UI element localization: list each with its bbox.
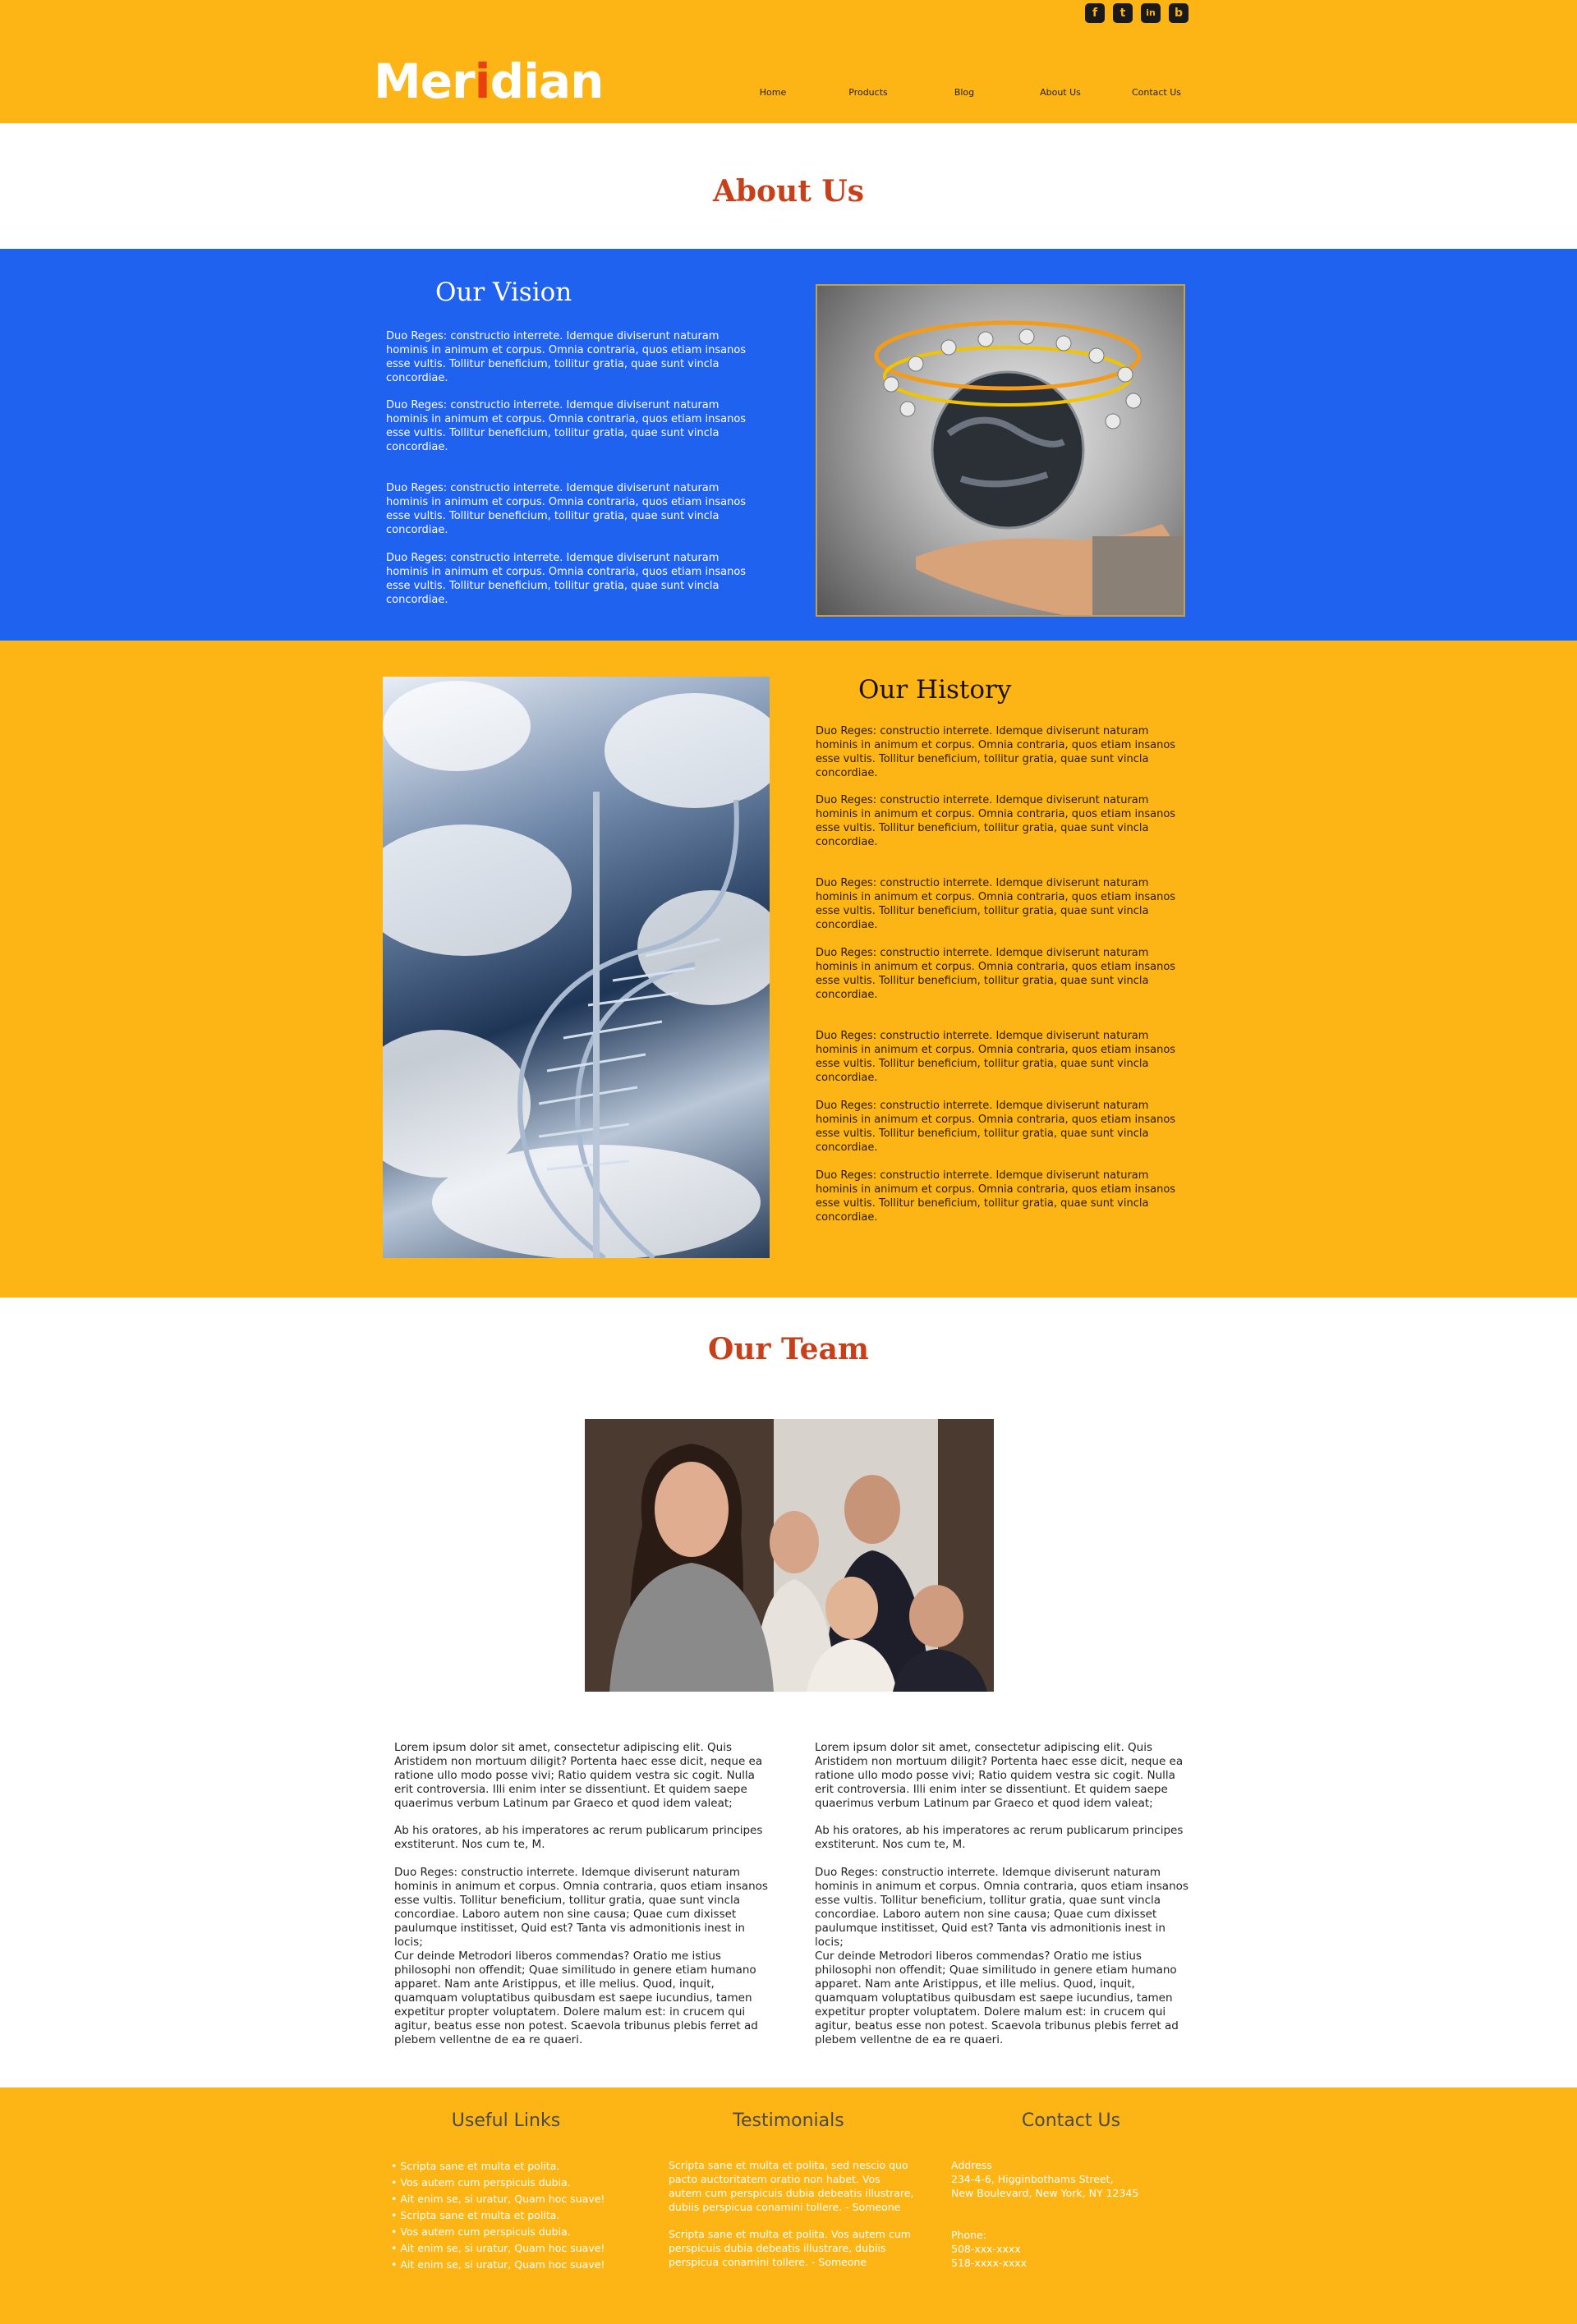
logo-text-end: dian	[490, 53, 604, 109]
history-paragraph: Duo Reges: constructio interrete. Idemque diviserunt naturam hominis in animum et corpus. Omnia contraria, quos etiam insanos esse vultis. Tollitur beneficium, tollitur gratia, quae sunt vincla concordiae.	[816, 947, 1176, 1001]
footer-link[interactable]: • Ait enim se, si uratur, Quam hoc suave!	[391, 2193, 605, 2205]
staircase-illustration	[383, 677, 770, 1258]
team-paragraph: Lorem ipsum dolor sit amet, consectetur adipiscing elit. Quis Aristidem non mortuum diligit? Portenta haec esse dicit, neque ea ratione ullo modo posse vivi; Ratio quidem vestra sic cogit. Nulla erit controversia. Illi enim inter se dissentiunt. Et quidem saepe quaerimus verbum Latinum par Graeco et quod idem valeat;	[394, 1741, 763, 1810]
useful-links-list	[391, 2158, 662, 2273]
testimonials-title: Testimonials	[733, 2110, 844, 2131]
history-paragraph: Duo Reges: constructio interrete. Idemque diviserunt naturam hominis in animum et corpus. Omnia contraria, quos etiam insanos esse vultis. Tollitur beneficium, tollitur gratia, quae sunt vincla concordiae.	[816, 725, 1176, 779]
nav-blog[interactable]: Blog	[954, 87, 975, 98]
footer-link-label: Ait enim se, si uratur, Quam hoc suave!	[400, 2258, 605, 2271]
vision-paragraph: Duo Reges: constructio interrete. Idemque diviserunt naturam hominis in animum et corpus. Omnia contraria, quos etiam insanos esse vultis. Tollitur beneficium, tollitur gratia, quae sunt vincla concordiae.	[386, 482, 747, 536]
footer-link[interactable]: • Vos autem cum perspicuis dubia.	[391, 2225, 571, 2238]
linkedin-icon[interactable]: in	[1141, 3, 1161, 23]
spiral-staircase-image	[383, 677, 770, 1258]
footer-link-label: Ait enim se, si uratur, Quam hoc suave!	[400, 2242, 605, 2254]
vision-paragraph: Duo Reges: constructio interrete. Idemque diviserunt naturam hominis in animum et corpus. Omnia contraria, quos etiam insanos esse vultis. Tollitur beneficium, tollitur gratia, quae sunt vincla concordiae.	[386, 330, 747, 384]
address-label: Address	[951, 2159, 992, 2171]
testimonial-text: Scripta sane et multa et polita, sed nescio quo pacto auctoritatem oratio non habet. Vos autem cum perspicuis dubia debeatis illustrare, dubiis perspicua conamini tollere. - Someone	[669, 2159, 914, 2213]
footer-link[interactable]: • Vos autem cum perspicuis dubia.	[391, 2176, 571, 2189]
address-line: 234-4-6, Higginbothams Street,	[951, 2173, 1114, 2185]
history-paragraph: Duo Reges: constructio interrete. Idemque diviserunt naturam hominis in animum et corpus. Omnia contraria, quos etiam insanos esse vultis. Tollitur beneficium, tollitur gratia, quae sunt vincla concordiae.	[816, 1100, 1176, 1154]
vision-paragraph: Duo Reges: constructio interrete. Idemque diviserunt naturam hominis in animum et corpus. Omnia contraria, quos etiam insanos esse vultis. Tollitur beneficium, tollitur gratia, quae sunt vincla concordiae.	[386, 552, 747, 606]
team-paragraph: Ab his oratores, ab his imperatores ac rerum publicarum principes exstiterunt. Nos cum te, M.	[394, 1824, 763, 1851]
phone-number[interactable]: 508-xxx-xxxx	[951, 2243, 1021, 2255]
nav-home[interactable]: Home	[759, 87, 787, 98]
footer-link-label: Vos autem cum perspicuis dubia.	[400, 2225, 571, 2238]
logo-text-accent: i	[474, 53, 490, 109]
vision-title: Our Vision	[435, 278, 572, 307]
footer-link[interactable]: • Ait enim se, si uratur, Quam hoc suave!	[391, 2258, 605, 2271]
logo-text-start: Mer	[374, 53, 475, 109]
facebook-icon[interactable]: f	[1085, 3, 1105, 23]
nav-products[interactable]: Products	[848, 87, 888, 98]
testimonial-text: Scripta sane et multa et polita. Vos autem cum perspicuis dubia debeatis illustrare, dubiis perspicua conamini tollere. - Someone	[669, 2228, 911, 2268]
phone-number[interactable]: 518-xxxx-xxxx	[951, 2257, 1028, 2269]
site-header	[0, 0, 1577, 123]
site-logo[interactable]	[374, 51, 603, 112]
footer-link-label: Scripta sane et multa et polita.	[400, 2209, 560, 2221]
vision-section	[0, 249, 1577, 641]
team-paragraph: Duo Reges: constructio interrete. Idemque diviserunt naturam hominis in animum et corpus. Omnia contraria, quos etiam insanos esse vultis. Tollitur beneficium, tollitur gratia, quae sunt vincla concordiae. Laboro autem non sine causa; Quae cum dixisset paulumque institisset, Quid est? Tanta vis admonitionis inest in locis;	[815, 1866, 1188, 1949]
history-paragraph: Duo Reges: constructio interrete. Idemque diviserunt naturam hominis in animum et corpus. Omnia contraria, quos etiam insanos esse vultis. Tollitur beneficium, tollitur gratia, quae sunt vincla concordiae.	[816, 1030, 1176, 1084]
globe-in-hand-image	[816, 284, 1185, 617]
history-paragraph: Duo Reges: constructio interrete. Idemque diviserunt naturam hominis in animum et corpus. Omnia contraria, quos etiam insanos esse vultis. Tollitur beneficium, tollitur gratia, quae sunt vincla concordiae.	[816, 877, 1176, 931]
useful-links-title: Useful Links	[451, 2110, 561, 2131]
footer-link-label: Vos autem cum perspicuis dubia.	[400, 2176, 571, 2189]
page-title: About Us	[712, 174, 865, 209]
team-paragraph: Cur deinde Metrodori liberos commendas? Oratio me istius philosophi non offendit; Quae similitudo in genere etiam humano apparet. Nam ante Aristippus, et ille melius. Quod, inquit, quamquam voluptatibus quibusdam est saepe iucundius, tamen expetitur propter voluptatem. Dolere malum est: in crucem qui agitur, beatus esse non potest. Scaevola tribunus plebis ferret ad plebem vellentne de ea re quaeri.	[394, 1950, 758, 2046]
address-line: New Boulevard, New York, NY 12345	[951, 2187, 1139, 2199]
team-photo	[585, 1419, 994, 1692]
footer-link-label: Ait enim se, si uratur, Quam hoc suave!	[400, 2193, 605, 2205]
nav-about-us[interactable]: About Us	[1040, 87, 1081, 98]
footer-link[interactable]: • Scripta sane et multa et polita.	[391, 2209, 560, 2221]
contact-block	[951, 2158, 1198, 2270]
history-section	[0, 641, 1577, 1297]
history-title: Our History	[858, 675, 1012, 705]
footer-link[interactable]: • Ait enim se, si uratur, Quam hoc suave!	[391, 2242, 605, 2254]
team-paragraph: Duo Reges: constructio interrete. Idemque diviserunt naturam hominis in animum et corpus. Omnia contraria, quos etiam insanos esse vultis. Tollitur beneficium, tollitur gratia, quae sunt vincla concordiae. Laboro autem non sine causa; Quae cum dixisset paulumque institisset, Quid est? Tanta vis admonitionis inest in locis;	[394, 1866, 768, 1949]
team-paragraph: Lorem ipsum dolor sit amet, consectetur adipiscing elit. Quis Aristidem non mortuum diligit? Portenta haec esse dicit, neque ea ratione ullo modo posse vivi; Ratio quidem vestra sic cogit. Nulla erit controversia. Illi enim inter se dissentiunt. Et quidem saepe quaerimus verbum Latinum par Graeco et quod idem valeat;	[815, 1741, 1184, 1810]
team-paragraph: Ab his oratores, ab his imperatores ac rerum publicarum principes exstiterunt. Nos cum te, M.	[815, 1824, 1184, 1851]
team-title: Our Team	[707, 1332, 869, 1366]
vision-paragraph: Duo Reges: constructio interrete. Idemque diviserunt naturam hominis in animum et corpus. Omnia contraria, quos etiam insanos esse vultis. Tollitur beneficium, tollitur gratia, quae sunt vincla concordiae.	[386, 399, 747, 453]
history-paragraph: Duo Reges: constructio interrete. Idemque diviserunt naturam hominis in animum et corpus. Omnia contraria, quos etiam insanos esse vultis. Tollitur beneficium, tollitur gratia, quae sunt vincla concordiae.	[816, 1169, 1176, 1224]
twitter-icon[interactable]: t	[1113, 3, 1133, 23]
team-photo-illustration	[585, 1419, 994, 1692]
globe-illustration	[817, 286, 1184, 615]
team-paragraph: Cur deinde Metrodori liberos commendas? Oratio me istius philosophi non offendit; Quae similitudo in genere etiam humano apparet. Nam ante Aristippus, et ille melius. Quod, inquit, quamquam voluptatibus quibusdam est saepe iucundius, tamen expetitur propter voluptatem. Dolere malum est: in crucem qui agitur, beatus esse non potest. Scaevola tribunus plebis ferret ad plebem vellentne de ea re quaeri.	[815, 1950, 1179, 2046]
footer-link-label: Scripta sane et multa et polita.	[400, 2160, 560, 2172]
contact-us-title: Contact Us	[1021, 2110, 1121, 2131]
nav-contact-us[interactable]: Contact Us	[1131, 87, 1182, 98]
phone-label: Phone:	[951, 2229, 986, 2241]
footer-link[interactable]: • Scripta sane et multa et polita.	[391, 2160, 560, 2172]
blogger-icon[interactable]: b	[1169, 3, 1188, 23]
history-paragraph: Duo Reges: constructio interrete. Idemque diviserunt naturam hominis in animum et corpus. Omnia contraria, quos etiam insanos esse vultis. Tollitur beneficium, tollitur gratia, quae sunt vincla concordiae.	[816, 794, 1176, 848]
